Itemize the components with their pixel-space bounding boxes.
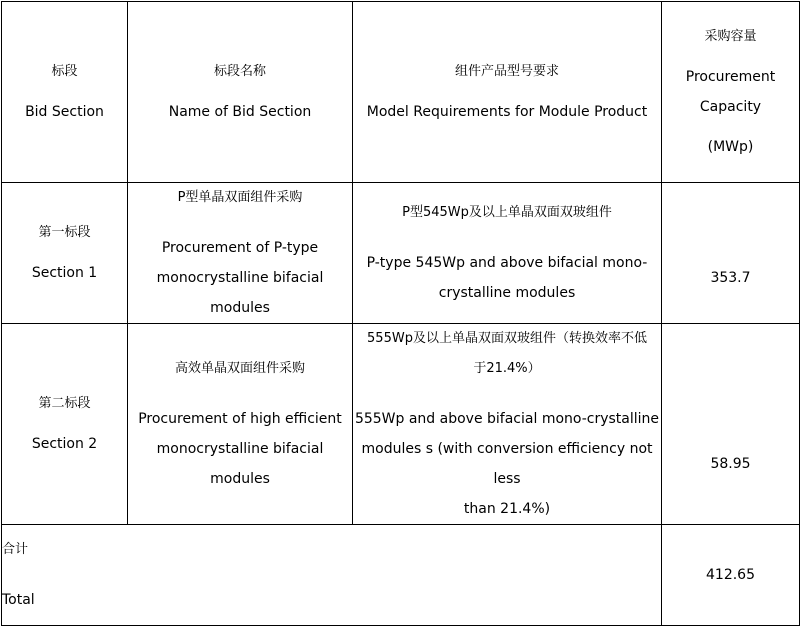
section-zh: 第二标段 bbox=[38, 396, 91, 411]
section-name-cell bbox=[128, 324, 353, 525]
header-section-name-en: Name of Bid Section bbox=[168, 104, 312, 120]
header-capacity-en-line1: Procurement bbox=[685, 69, 776, 85]
header-model-requirements bbox=[353, 2, 662, 183]
section-cell bbox=[2, 324, 128, 525]
model-requirement-en-line2: crystalline modules bbox=[438, 285, 576, 301]
model-requirement-zh-line2: 于21.4%） bbox=[473, 361, 541, 376]
table-header-row bbox=[2, 2, 800, 183]
model-requirement-en-line1: P-type 545Wp and above bifacial mono- bbox=[366, 255, 648, 271]
header-section-name-zh: 标段名称 bbox=[213, 64, 266, 79]
section-name-zh: P型单晶双面组件采购 bbox=[177, 190, 303, 205]
total-label-zh: 合计 bbox=[2, 542, 29, 557]
model-requirement-en-line3: than 21.4%) bbox=[463, 501, 551, 517]
section-en: Section 2 bbox=[31, 436, 98, 452]
header-bid-section-en: Bid Section bbox=[25, 104, 104, 120]
total-label-en: Total bbox=[2, 592, 35, 608]
model-requirement-cell bbox=[353, 183, 662, 324]
header-capacity-unit: (MWp) bbox=[707, 139, 754, 155]
model-requirement-zh: P型545Wp及以上单晶双面双玻组件 bbox=[402, 205, 612, 220]
header-capacity-en-line2: Capacity bbox=[699, 99, 762, 115]
section-cell bbox=[2, 183, 128, 324]
table-row bbox=[2, 183, 800, 324]
total-capacity-value: 412.65 bbox=[706, 567, 755, 583]
header-bid-section-zh: 标段 bbox=[51, 64, 78, 79]
capacity-cell bbox=[662, 183, 800, 324]
capacity-cell bbox=[662, 324, 800, 525]
model-requirement-cell bbox=[353, 324, 662, 525]
header-section-name bbox=[128, 2, 353, 183]
section-name-en-line2: monocrystalline bifacial modules bbox=[156, 270, 324, 316]
header-capacity-zh: 采购容量 bbox=[704, 29, 757, 44]
section-name-cell bbox=[128, 183, 353, 324]
model-requirement-en-line2: modules s (with conversion efficiency not less bbox=[361, 441, 653, 487]
section-zh: 第一标段 bbox=[38, 225, 91, 240]
section-name-en-line1: Procurement of high efficient bbox=[138, 411, 342, 427]
header-bid-section bbox=[2, 2, 128, 183]
header-model-requirements-zh: 组件产品型号要求 bbox=[454, 64, 559, 79]
table-row bbox=[2, 324, 800, 525]
header-model-requirements-en: Model Requirements for Module Product bbox=[366, 104, 648, 120]
model-requirement-zh-line1: 555Wp及以上单晶双面双玻组件（转换效率不低 bbox=[367, 331, 647, 346]
section-name-zh: 高效单晶双面组件采购 bbox=[174, 361, 305, 376]
bid-section-table bbox=[1, 1, 800, 626]
header-procurement-capacity bbox=[662, 2, 800, 183]
section-name-en-line2: monocrystalline bifacial modules bbox=[156, 441, 324, 487]
capacity-value: 353.7 bbox=[710, 270, 751, 286]
section-name-en-line1: Procurement of P-type bbox=[161, 240, 319, 256]
capacity-value: 58.95 bbox=[710, 456, 751, 472]
section-en: Section 1 bbox=[31, 265, 98, 281]
total-label-cell bbox=[2, 525, 662, 626]
model-requirement-en-line1: 555Wp and above bifacial mono-crystalline bbox=[354, 411, 660, 427]
total-row bbox=[2, 525, 800, 626]
total-capacity-cell bbox=[662, 525, 800, 626]
